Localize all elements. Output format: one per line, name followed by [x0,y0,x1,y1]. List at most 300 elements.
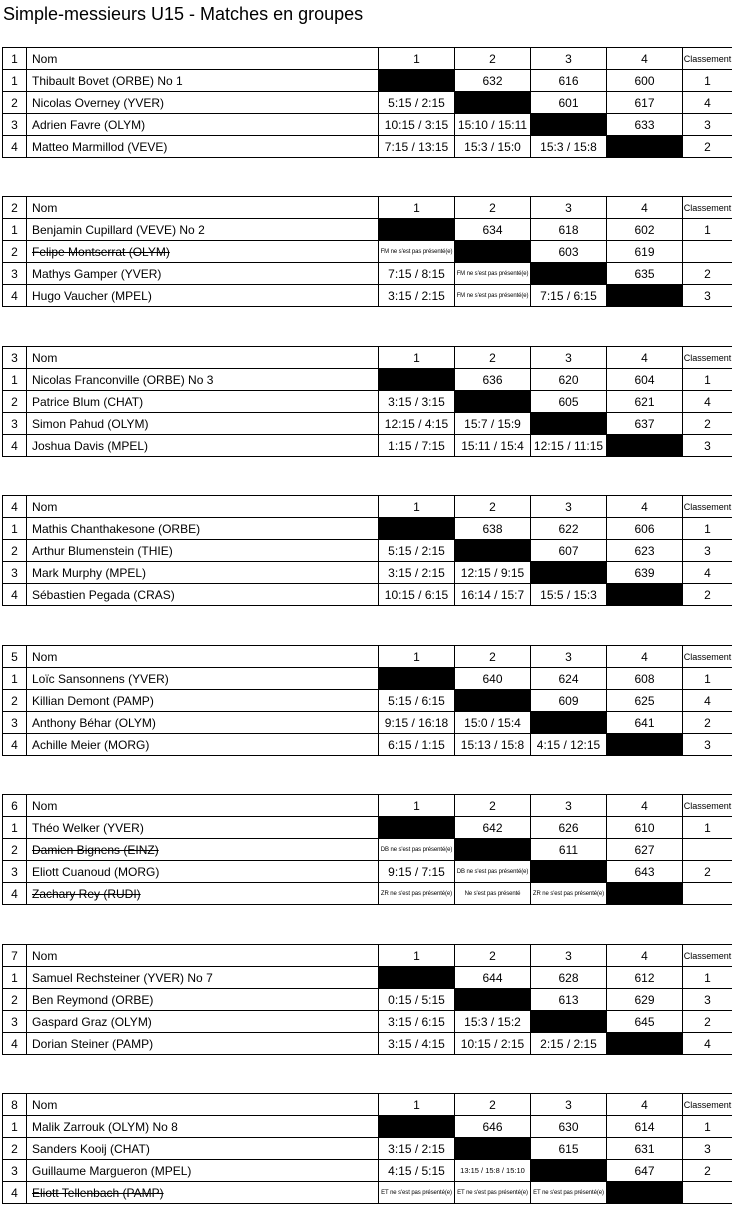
table-row [3,1011,732,1033]
blocked-cell [531,413,607,435]
table-row [3,883,732,905]
blocked-cell [379,967,455,989]
blocked-cell [379,817,455,839]
group-number: 5 [3,646,27,668]
group-number: 2 [3,197,27,219]
match-cell: 607 [531,540,607,562]
group-number: 4 [3,496,27,518]
name-header: Nom [27,197,379,219]
table-row [3,114,732,136]
table-row [3,734,732,756]
match-cell: 12:15 / 11:15 [531,435,607,457]
table-row [3,285,732,307]
page-title: Simple-messieurs U15 - Matches en groupes [3,4,364,24]
match-cell: 613 [531,989,607,1011]
rank-cell: 1 [683,668,732,690]
match-cell: Ne s'est pas présenté [455,883,531,905]
match-cell: 618 [531,219,607,241]
table-row [3,668,732,690]
player-name: Killian Demont (PAMP) [27,690,379,712]
match-cell: 15:3 / 15:8 [531,136,607,158]
rank-cell: 2 [683,1011,732,1033]
match-cell: 639 [607,562,683,584]
match-cell: 619 [607,241,683,263]
rank-cell: 4 [683,92,732,114]
match-cell: 617 [607,92,683,114]
player-name: Arthur Blumenstein (THIE) [27,540,379,562]
column-header: 3 [531,48,607,70]
rank-header: Classement [683,347,732,369]
match-cell: 9:15 / 7:15 [379,861,455,883]
match-cell: 616 [531,70,607,92]
rank-cell: 4 [683,391,732,413]
match-cell: 644 [455,967,531,989]
row-number: 4 [3,136,27,158]
rank-cell [683,241,732,263]
match-cell: 634 [455,219,531,241]
rank-cell [683,883,732,905]
match-cell: 5:15 / 2:15 [379,92,455,114]
blocked-cell [607,1182,683,1204]
match-cell: 600 [607,70,683,92]
column-header: 1 [379,646,455,668]
match-cell: ZR ne s'est pas présenté(e) [531,883,607,905]
player-name: Thibault Bovet (ORBE) No 1 [27,70,379,92]
table-row [3,136,732,158]
match-cell: 638 [455,518,531,540]
match-cell: 3:15 / 6:15 [379,1011,455,1033]
column-header: 3 [531,1094,607,1116]
rank-cell: 1 [683,967,732,989]
rank-cell: 2 [683,413,732,435]
row-number: 3 [3,562,27,584]
rank-header: Classement [683,197,732,219]
player-name: Achille Meier (MORG) [27,734,379,756]
player-name: Sanders Kooij (CHAT) [27,1138,379,1160]
row-number: 3 [3,861,27,883]
player-name: Sébastien Pegada (CRAS) [27,584,379,606]
column-header: 3 [531,646,607,668]
column-header: 4 [607,347,683,369]
row-number: 2 [3,989,27,1011]
row-number: 3 [3,1011,27,1033]
player-name: Guillaume Margueron (MPEL) [27,1160,379,1182]
match-cell: 3:15 / 2:15 [379,562,455,584]
table-row [3,413,732,435]
match-cell: 7:15 / 6:15 [531,285,607,307]
rank-header: Classement [683,1094,732,1116]
group-header-row [3,1094,732,1116]
table-row [3,241,732,263]
table-row [3,263,732,285]
match-cell: 621 [607,391,683,413]
player-name: Dorian Steiner (PAMP) [27,1033,379,1055]
row-number: 2 [3,241,27,263]
match-cell: 602 [607,219,683,241]
group-table-2 [2,196,732,307]
match-cell: 645 [607,1011,683,1033]
rank-cell: 3 [683,435,732,457]
row-number: 1 [3,1116,27,1138]
match-cell: ET ne s'est pas présenté(e) [455,1182,531,1204]
match-cell: ET ne s'est pas présenté(e) [379,1182,455,1204]
row-number: 1 [3,70,27,92]
blocked-cell [455,839,531,861]
rank-cell: 1 [683,1116,732,1138]
match-cell: FM ne s'est pas présenté(e) [455,285,531,307]
table-row [3,518,732,540]
match-cell: FM ne s'est pas présenté(e) [455,263,531,285]
table-row [3,690,732,712]
row-number: 4 [3,883,27,905]
match-cell: 12:15 / 9:15 [455,562,531,584]
match-cell: 12:15 / 4:15 [379,413,455,435]
match-cell: 629 [607,989,683,1011]
rank-header: Classement [683,48,732,70]
blocked-cell [455,1138,531,1160]
row-number: 2 [3,92,27,114]
match-cell: 627 [607,839,683,861]
player-name: Malik Zarrouk (OLYM) No 8 [27,1116,379,1138]
row-number: 3 [3,1160,27,1182]
player-name: Anthony Béhar (OLYM) [27,712,379,734]
match-cell: 3:15 / 3:15 [379,391,455,413]
match-cell: 615 [531,1138,607,1160]
column-header: 1 [379,795,455,817]
match-cell: 10:15 / 3:15 [379,114,455,136]
rank-cell [683,1182,732,1204]
column-header: 1 [379,945,455,967]
row-number: 4 [3,1033,27,1055]
match-cell: 0:15 / 5:15 [379,989,455,1011]
match-cell: 15:11 / 15:4 [455,435,531,457]
blocked-cell [531,712,607,734]
match-cell: 633 [607,114,683,136]
group-table-4 [2,495,732,606]
name-header: Nom [27,1094,379,1116]
match-cell: 647 [607,1160,683,1182]
table-row [3,435,732,457]
row-number: 2 [3,391,27,413]
group-header-row [3,197,732,219]
table-row [3,1138,732,1160]
blocked-cell [607,285,683,307]
column-header: 2 [455,646,531,668]
row-number: 2 [3,690,27,712]
column-header: 4 [607,197,683,219]
row-number: 4 [3,1182,27,1204]
row-number: 1 [3,817,27,839]
rank-cell [683,839,732,861]
blocked-cell [379,369,455,391]
match-cell: 3:15 / 2:15 [379,1138,455,1160]
player-name: Adrien Favre (OLYM) [27,114,379,136]
table-row [3,1116,732,1138]
player-name: Nicolas Franconville (ORBE) No 3 [27,369,379,391]
match-cell: 642 [455,817,531,839]
group-number: 6 [3,795,27,817]
match-cell: 631 [607,1138,683,1160]
row-number: 1 [3,219,27,241]
column-header: 2 [455,496,531,518]
match-cell: 640 [455,668,531,690]
rank-cell: 1 [683,518,732,540]
match-cell: 641 [607,712,683,734]
rank-cell: 3 [683,1138,732,1160]
blocked-cell [607,734,683,756]
match-cell: ZR ne s'est pas présenté(e) [379,883,455,905]
match-cell: 15:3 / 15:2 [455,1011,531,1033]
blocked-cell [379,518,455,540]
table-row [3,92,732,114]
player-name: Loïc Sansonnens (YVER) [27,668,379,690]
player-name: Eliott Tellenbach (PAMP) [27,1182,379,1204]
column-header: 2 [455,795,531,817]
match-cell: 632 [455,70,531,92]
match-cell: 10:15 / 6:15 [379,584,455,606]
group-table-8 [2,1093,732,1204]
group-table-5 [2,645,732,756]
player-name: Zachary Rey (RUDI) [27,883,379,905]
group-header-row [3,48,732,70]
rank-cell: 1 [683,817,732,839]
row-number: 2 [3,839,27,861]
name-header: Nom [27,945,379,967]
rank-cell: 2 [683,712,732,734]
match-cell: 603 [531,241,607,263]
table-row [3,391,732,413]
rank-cell: 1 [683,70,732,92]
row-number: 3 [3,114,27,136]
table-row [3,369,732,391]
rank-cell: 2 [683,584,732,606]
player-name: Hugo Vaucher (MPEL) [27,285,379,307]
match-cell: ET ne s'est pas présenté(e) [531,1182,607,1204]
table-row [3,861,732,883]
match-cell: 5:15 / 6:15 [379,690,455,712]
name-header: Nom [27,795,379,817]
group-table-7 [2,944,732,1055]
match-cell: FM ne s'est pas présenté(e) [379,241,455,263]
match-cell: 7:15 / 8:15 [379,263,455,285]
match-cell: 623 [607,540,683,562]
blocked-cell [531,861,607,883]
match-cell: 15:13 / 15:8 [455,734,531,756]
rank-cell: 2 [683,861,732,883]
column-header: 3 [531,347,607,369]
column-header: 4 [607,945,683,967]
match-cell: 628 [531,967,607,989]
rank-cell: 3 [683,734,732,756]
rank-cell: 2 [683,1160,732,1182]
table-row [3,817,732,839]
row-number: 1 [3,369,27,391]
group-number: 1 [3,48,27,70]
column-header: 4 [607,646,683,668]
column-header: 2 [455,48,531,70]
group-header-row [3,347,732,369]
player-name: Mathys Gamper (YVER) [27,263,379,285]
group-header-row [3,646,732,668]
player-name: Ben Reymond (ORBE) [27,989,379,1011]
match-cell: 636 [455,369,531,391]
blocked-cell [379,219,455,241]
column-header: 4 [607,48,683,70]
match-cell: 610 [607,817,683,839]
blocked-cell [455,391,531,413]
blocked-cell [531,1011,607,1033]
blocked-cell [379,1116,455,1138]
player-name: Matteo Marmillod (VEVE) [27,136,379,158]
match-cell: 15:3 / 15:0 [455,136,531,158]
match-cell: DB ne s'est pas présenté(e) [455,861,531,883]
player-name: Samuel Rechsteiner (YVER) No 7 [27,967,379,989]
group-number: 3 [3,347,27,369]
match-cell: 9:15 / 16:18 [379,712,455,734]
table-row [3,562,732,584]
column-header: 4 [607,496,683,518]
row-number: 2 [3,540,27,562]
blocked-cell [607,1033,683,1055]
match-cell: 608 [607,668,683,690]
player-name: Mark Murphy (MPEL) [27,562,379,584]
group-table-1 [2,47,732,158]
table-row [3,70,732,92]
column-header: 1 [379,1094,455,1116]
group-table-3 [2,346,732,457]
match-cell: 7:15 / 13:15 [379,136,455,158]
blocked-cell [455,989,531,1011]
match-cell: 622 [531,518,607,540]
player-name: Felipe Montserrat (OLYM) [27,241,379,263]
column-header: 1 [379,496,455,518]
match-cell: 604 [607,369,683,391]
rank-cell: 4 [683,690,732,712]
match-cell: 1:15 / 7:15 [379,435,455,457]
blocked-cell [531,114,607,136]
blocked-cell [531,1160,607,1182]
match-cell: 630 [531,1116,607,1138]
match-cell: 15:10 / 15:11 [455,114,531,136]
rank-cell: 3 [683,540,732,562]
column-header: 1 [379,347,455,369]
row-number: 1 [3,668,27,690]
match-cell: 609 [531,690,607,712]
table-row [3,1160,732,1182]
player-name: Benjamin Cupillard (VEVE) No 2 [27,219,379,241]
name-header: Nom [27,646,379,668]
rank-cell: 1 [683,219,732,241]
match-cell: 612 [607,967,683,989]
blocked-cell [379,668,455,690]
column-header: 3 [531,496,607,518]
column-header: 1 [379,48,455,70]
match-cell: 626 [531,817,607,839]
match-cell: 611 [531,839,607,861]
blocked-cell [455,241,531,263]
column-header: 4 [607,795,683,817]
row-number: 3 [3,413,27,435]
row-number: 3 [3,263,27,285]
table-row [3,219,732,241]
row-number: 4 [3,584,27,606]
table-row [3,967,732,989]
blocked-cell [455,540,531,562]
blocked-cell [455,690,531,712]
match-cell: 15:7 / 15:9 [455,413,531,435]
rank-header: Classement [683,945,732,967]
name-header: Nom [27,496,379,518]
row-number: 4 [3,734,27,756]
rank-header: Classement [683,646,732,668]
column-header: 3 [531,197,607,219]
column-header: 2 [455,945,531,967]
column-header: 2 [455,197,531,219]
rank-cell: 1 [683,369,732,391]
name-header: Nom [27,347,379,369]
table-row [3,1182,732,1204]
match-cell: 13:15 / 15:8 / 15:10 [455,1160,531,1182]
blocked-cell [455,92,531,114]
match-cell: 4:15 / 5:15 [379,1160,455,1182]
table-row [3,839,732,861]
rank-header: Classement [683,496,732,518]
player-name: Joshua Davis (MPEL) [27,435,379,457]
row-number: 3 [3,712,27,734]
table-row [3,712,732,734]
group-number: 7 [3,945,27,967]
match-cell: 3:15 / 2:15 [379,285,455,307]
group-table-6 [2,794,732,905]
column-header: 3 [531,795,607,817]
match-cell: 606 [607,518,683,540]
player-name: Patrice Blum (CHAT) [27,391,379,413]
group-header-row [3,945,732,967]
match-cell: 15:0 / 15:4 [455,712,531,734]
row-number: 2 [3,1138,27,1160]
match-cell: 4:15 / 12:15 [531,734,607,756]
player-name: Théo Welker (YVER) [27,817,379,839]
rank-cell: 3 [683,989,732,1011]
match-cell: 16:14 / 15:7 [455,584,531,606]
rank-cell: 2 [683,136,732,158]
name-header: Nom [27,48,379,70]
blocked-cell [607,883,683,905]
blocked-cell [531,263,607,285]
table-row [3,584,732,606]
column-header: 4 [607,1094,683,1116]
match-cell: 620 [531,369,607,391]
player-name: Damien Bignens (EINZ) [27,839,379,861]
player-name: Mathis Chanthakesone (ORBE) [27,518,379,540]
player-name: Gaspard Graz (OLYM) [27,1011,379,1033]
table-row [3,1033,732,1055]
blocked-cell [607,584,683,606]
blocked-cell [607,435,683,457]
match-cell: 643 [607,861,683,883]
row-number: 1 [3,967,27,989]
column-header: 1 [379,197,455,219]
row-number: 4 [3,285,27,307]
match-cell: 624 [531,668,607,690]
match-cell: 635 [607,263,683,285]
match-cell: 646 [455,1116,531,1138]
player-name: Nicolas Overney (YVER) [27,92,379,114]
group-number: 8 [3,1094,27,1116]
blocked-cell [531,562,607,584]
match-cell: 601 [531,92,607,114]
player-name: Simon Pahud (OLYM) [27,413,379,435]
